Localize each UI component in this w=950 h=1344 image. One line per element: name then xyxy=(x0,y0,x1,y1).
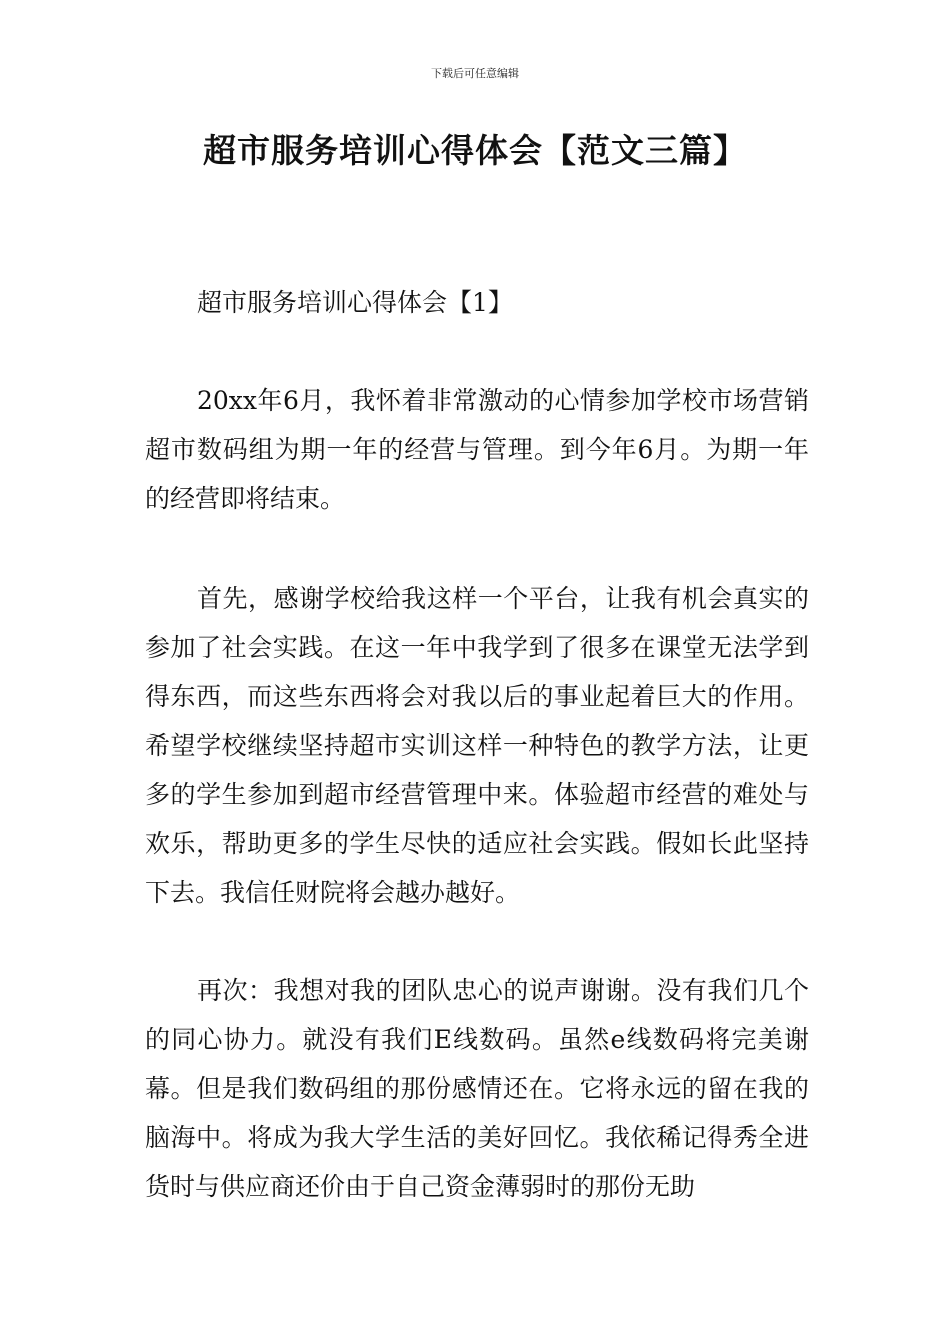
header-note: 下载后可任意编辑 xyxy=(431,67,519,80)
document-title: 超市服务培训心得体会【范文三篇】 xyxy=(203,131,747,170)
paragraph-3: 再次：我想对我的团队忠心的说声谢谢。没有我们几个的同心协力。就没有我们E线数码。虽然e线数码将完美谢幕。但是我们数码组的那份感情还在。它将永远的留在我的脑海中。将成为我大学生活的美好回忆。我依稀记得秀全进货时与供应商还价由于自己资金薄弱时的那份无助 xyxy=(145,976,809,1201)
section-heading: 超市服务培训心得体会【1】 xyxy=(197,288,513,317)
paragraph-2: 首先，感谢学校给我这样一个平台，让我有机会真实的参加了社会实践。在这一年中我学到了很多在课堂无法学到得东西，而这些东西将会对我以后的事业起着巨大的作用。希望学校继续坚持超市实训这样一种特色的教学方法，让更多的学生参加到超市经营管理中来。体验超市经营的难处与欢乐，帮助更多的学生尽快的适应社会实践。假如长此坚持下去。我信任财院将会越办越好。 xyxy=(145,584,809,907)
paragraph-1: 20xx年6月，我怀着非常激动的心情参加学校市场营销超市数码组为期一年的经营与管理。到今年6月。为期一年的经营即将结束。 xyxy=(145,386,809,513)
